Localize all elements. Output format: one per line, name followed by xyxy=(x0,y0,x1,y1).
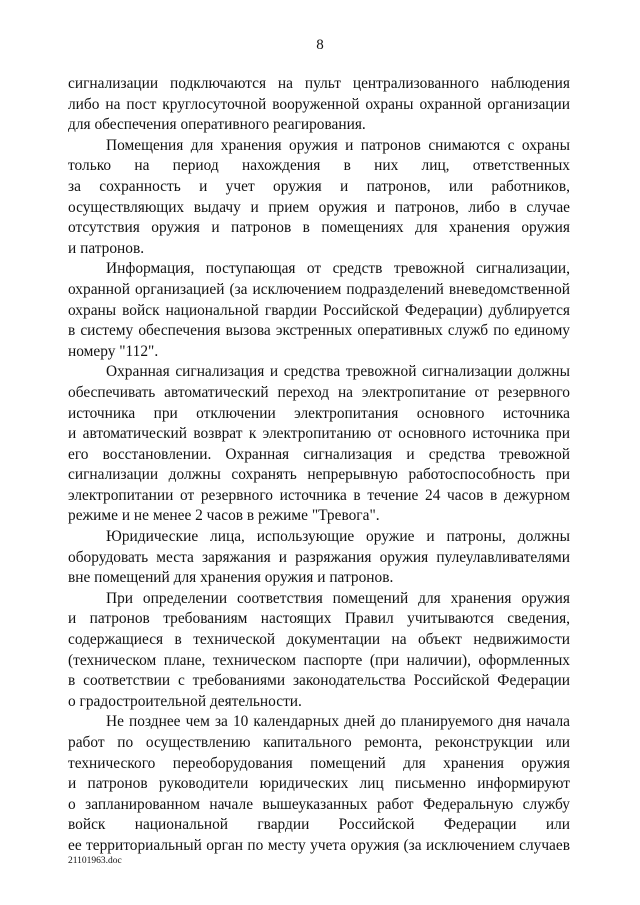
paragraph-6 xyxy=(68,589,570,713)
page-number: 8 xyxy=(316,37,324,53)
text-line: технического переоборудования помещений для хранения оружия xyxy=(68,754,570,772)
text-line: и патронов. xyxy=(68,239,145,257)
text-line: электропитании от резервного источника в течение 24 часов в дежурном xyxy=(68,486,570,504)
text-line: и автоматический возврат к электропитанию от основного источника при xyxy=(68,425,570,443)
text-line: Не позднее чем за 10 календарных дней до планируемого дня начала xyxy=(106,713,570,731)
text-line: При определении соответствия помещений для хранения оружия xyxy=(106,589,570,607)
text-line: источника при отключении электропитания основного источника xyxy=(68,404,570,422)
text-line: войск национальной гвардии Российской Федерации или xyxy=(68,816,570,834)
text-line: вне помещений для хранения оружия и патронов. xyxy=(68,569,394,587)
text-line: охраны войск национальной гвардии Российской Федерации) дублируется xyxy=(68,301,570,319)
text-line: ее территориальный орган по месту учета оружия (за исключением случаев xyxy=(68,836,570,854)
text-line: режиме и не менее 2 часов в режиме "Тревога". xyxy=(68,507,380,525)
paragraph-5 xyxy=(68,527,570,589)
paragraph-3 xyxy=(68,259,570,362)
text-line: Информация, поступающая от средств тревожной сигнализации, xyxy=(106,260,570,278)
body-text xyxy=(68,74,570,857)
text-line: сигнализации подключаются на пульт централизованного наблюдения xyxy=(68,75,570,92)
text-line: сигнализации должны сохранять непрерывную работоспособность при xyxy=(68,466,570,484)
text-line: работ по осуществлению капитального ремонта, реконструкции или xyxy=(68,734,570,751)
text-line: Юридические лица, использующие оружие и патроны, должны xyxy=(106,528,570,546)
text-line: обеспечивать автоматический переход на электропитание от резервного xyxy=(68,383,570,401)
text-line: Помещения для хранения оружия и патронов снимаются с охраны xyxy=(106,136,570,154)
text-line: и патронов руководители юридических лиц письменно информируют xyxy=(68,775,570,793)
paragraph-1 xyxy=(68,74,570,136)
text-line: номеру "112". xyxy=(68,342,159,360)
text-line: его восстановлении. Охранная сигнализация и средства тревожной xyxy=(68,445,570,463)
text-line: в систему обеспечения вызова экстренных оперативных служб по единому xyxy=(68,322,570,340)
text-line: осуществляющих выдачу и прием оружия и патронов, либо в случае xyxy=(68,198,570,216)
text-line: Охранная сигнализация и средства тревожной сигнализации должны xyxy=(106,363,570,381)
footer-filename: 21101963.doc xyxy=(68,856,122,866)
paragraph-2 xyxy=(68,136,570,260)
text-line: охранной организацией (за исключением подразделений вневедомственной xyxy=(68,280,570,298)
text-line: о запланированном начале вышеуказанных работ Федеральную службу xyxy=(68,795,570,813)
text-line: содержащиеся в технической документации на объект недвижимости xyxy=(68,631,570,649)
text-line: либо на пост круглосуточной вооруженной охраны охранной организации xyxy=(68,95,570,113)
paragraph-4 xyxy=(68,362,570,527)
text-line: и патронов требованиям настоящих Правил учитываются сведения, xyxy=(68,610,570,628)
text-line: отсутствия оружия и патронов в помещениях для хранения оружия xyxy=(68,219,570,237)
text-line: оборудовать места заряжания и разряжания оружия пулеулавливателями xyxy=(68,548,570,566)
text-line: для обеспечения оперативного реагирования. xyxy=(68,116,366,134)
text-line: в соответствии с требованиями законодательства Российской Федерации xyxy=(68,672,570,690)
text-line: только на период нахождения в них лиц, ответственных xyxy=(68,157,570,175)
paragraph-7 xyxy=(68,712,570,856)
text-line: о градостроительной деятельности. xyxy=(68,692,302,710)
text-line: (техническом плане, техническом паспорте (при наличии), оформленных xyxy=(68,651,570,669)
text-line: за сохранность и учет оружия и патронов, или работников, xyxy=(68,177,570,195)
